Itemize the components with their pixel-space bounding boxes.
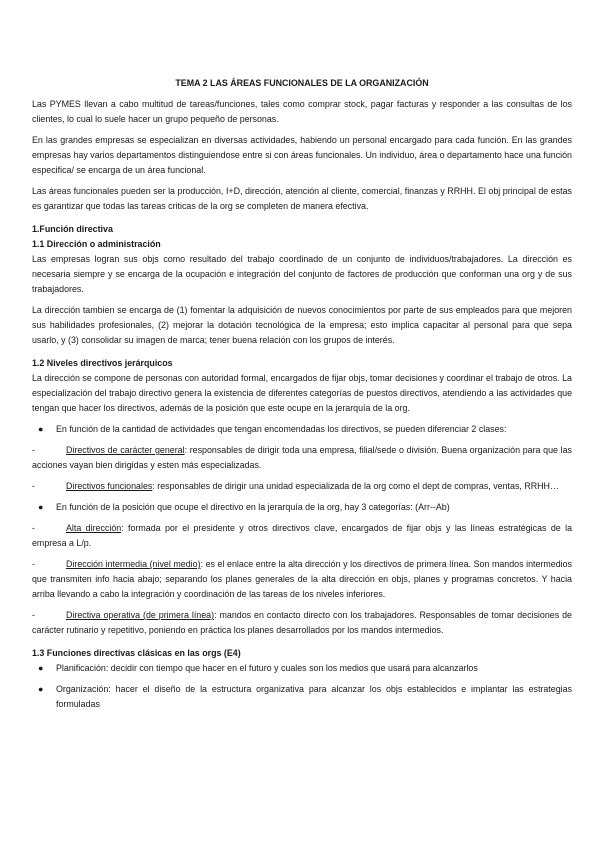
bullet-activities <box>32 422 572 437</box>
term-directivos-general: Directivos de carácter general <box>66 445 185 455</box>
dash-icon: - <box>32 523 35 533</box>
text-directiva-operativa: : mandos en contacto directo con los trabajadores. Responsables de tomar decisiones de carácter rutinario y repetitivo, poniendo en práctica los planes desarrollados por los mandos intermedios. <box>32 610 572 635</box>
bullet-planificacion <box>32 661 572 676</box>
bullet-activities-text: En función de la cantidad de actividades que tengan encomendadas los directivos, se pueden diferenciar 2 clases: <box>56 424 507 434</box>
bullet-organizacion-text: Organización: hacer el diseño de la estructura organizativa para alcanzar los objs establecidos e implantar las estrategias formuladas <box>56 684 572 709</box>
dash-item-directiva-operativa <box>32 608 572 638</box>
term-directivos-funcionales: Directivos funcionales <box>66 481 153 491</box>
intro-paragraph-2: En las grandes empresas se especializan en diversas actividades, habiendo un personal encargado para cada función. En las grandes empresas hay varios departamentos distinguiendose entre si con áreas funcionales. Un individuo, área o departamento hace una función especifica/ se encarga de un área funcional. <box>32 135 572 175</box>
bullet-icon: ● <box>38 663 44 673</box>
term-alta-direccion: Alta dirección <box>66 523 122 533</box>
subsection-heading-direccion: 1.1 Dirección o administración <box>32 239 161 249</box>
term-direccion-intermedia: Dirección intermedia (nivel medio) <box>66 559 201 569</box>
text-directivos-general: : responsables de dirigir toda una empresa, filial/sede o división. Buena organización para que las acciones vayan bien dirigidas y esten más especializadas. <box>32 445 572 470</box>
term-directiva-operativa: Directiva operativa (de primera línea) <box>66 610 215 620</box>
subsection-heading-funciones-clasicas: 1.3 Funciones directivas clásicas en las orgs (E4) <box>32 648 241 658</box>
document-body <box>32 76 572 718</box>
dash-icon: - <box>32 481 35 491</box>
bullet-organizacion <box>32 682 572 712</box>
text-directivos-funcionales: : responsables de dirigir una unidad especializada de la org como el dept de compras, ventas, RRHH… <box>152 481 559 491</box>
text-direccion-intermedia: : es el enlace entre la alta dirección y los directivos de primera línea. Son mandos intermedios que transmiten info hacia abajo; separando los planes generales de la alta dirección en objs, planes y programas concretos. Y hacia arriba llevando a cabo la integración y coordinación de las tareas de los niveles inferiores. <box>32 559 572 599</box>
dash-item-alta-direccion <box>32 521 572 551</box>
dash-item-directivos-general <box>32 443 572 473</box>
section-heading-funcion-directiva: 1.Función directiva <box>32 224 113 234</box>
dash-item-direccion-intermedia <box>32 557 572 602</box>
intro-paragraph-1: Las PYMES llevan a cabo multitud de tareas/funciones, tales como comprar stock, pagar facturas y responder a las consultas de los clientes, lo cual lo suele hacer un grupo pequeño de personas. <box>32 99 572 124</box>
dash-item-directivos-funcionales <box>32 479 572 494</box>
text-alta-direccion: : formada por el presidente y otros directivos clave, encargados de fijar objs y las líneas estratégicas de la empresa a L/p. <box>32 523 573 548</box>
niveles-paragraph: La dirección se compone de personas con autoridad formal, encargados de fijar objs, tomar decisiones y coordinar el trabajo de otros. La especialización del trabajo directivo genera la existencia de diferentes categorías de puestos directivos, atendiendo a las actividades que tengan que hacer los directivos, además de la posición que este ocupe en la jerarquía de la org. <box>32 373 572 413</box>
bullet-icon: ● <box>38 502 44 512</box>
direccion-paragraph-1: Las empresas logran sus objs como resultado del trabajo coordinado de un conjunto de individuos/trabajadores. La dirección es necesaria siempre y se encarga de la ocupación e integración del conjunto de factores de producción que conforman una org y de sus trabajadores. <box>32 254 572 294</box>
direccion-paragraph-2: La dirección tambien se encarga de (1) fomentar la adquisición de nuevos conocimientos por parte de sus empleados para que mejoren sus habilidades profesionales, (2) mejorar la dotación tecnológica de la empresa; esto implica capacitar al personal para que sepa usarlo, y (3) consolidar su imagen de marca; tener buena relación con los grupos de interés. <box>32 305 572 345</box>
bullet-planificacion-text: Planificación: decidir con tiempo que hacer en el futuro y cuales son los medios que usará para alcanzarlos <box>56 663 478 673</box>
subsection-heading-niveles: 1.2 Niveles directivos jerárquicos <box>32 358 173 368</box>
bullet-position-text: En función de la posición que ocupe el directivo en la jerarquía de la org, hay 3 categorías: (Arr--Ab) <box>56 502 450 512</box>
dash-icon: - <box>32 610 35 620</box>
bullet-icon: ● <box>38 424 44 434</box>
bullet-icon: ● <box>38 684 44 694</box>
dash-icon: - <box>32 445 35 455</box>
bullet-position <box>32 500 572 515</box>
dash-icon: - <box>32 559 35 569</box>
document-title: TEMA 2 LAS ÁREAS FUNCIONALES DE LA ORGANIZACIÓN <box>175 78 429 88</box>
intro-paragraph-3: Las áreas funcionales pueden ser la producción, I+D, dirección, atención al cliente, comercial, finanzas y RRHH. El obj principal de estas es garantizar que todas las tareas criticas de la org se completen de manera efectiva. <box>32 186 572 211</box>
